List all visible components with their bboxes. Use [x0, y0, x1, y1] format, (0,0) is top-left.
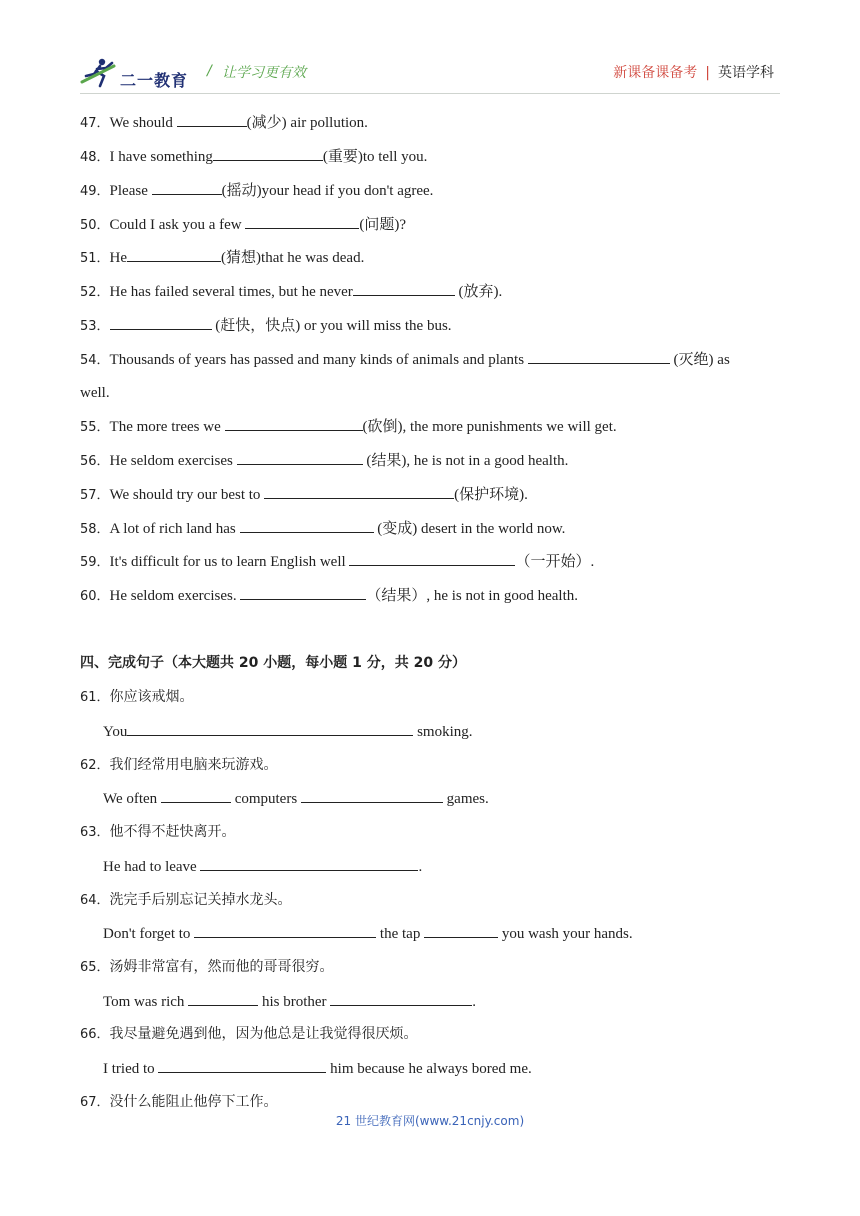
question-number: 59．	[80, 555, 110, 570]
sentence-61-answer	[103, 721, 473, 742]
header-right	[613, 62, 774, 82]
sentence-text: games.	[442, 791, 489, 807]
chinese-prompt: 洗完手后别忘记关掉水龙头。	[109, 892, 292, 908]
question-text: It's difficult for us to learn English well	[109, 554, 350, 570]
answer-blank[interactable]	[528, 349, 670, 364]
sentence-63-answer	[103, 856, 422, 877]
chinese-prompt: 你应该戒烟。	[109, 689, 194, 705]
question-51	[80, 247, 364, 269]
answer-blank[interactable]	[245, 214, 359, 229]
sentence-text: the tap	[376, 926, 425, 942]
sentence-67-prompt	[80, 1092, 278, 1113]
answer-blank[interactable]	[177, 112, 247, 127]
question-58	[80, 518, 565, 540]
sentence-66-prompt	[80, 1024, 418, 1045]
answer-blank[interactable]	[240, 518, 374, 533]
question-text: I have something	[109, 149, 213, 165]
answer-blank[interactable]	[353, 281, 455, 296]
question-54	[80, 349, 730, 371]
answer-blank[interactable]	[225, 416, 363, 431]
sentence-63-prompt	[80, 822, 236, 843]
question-number: 58．	[80, 522, 110, 537]
answer-blank[interactable]	[301, 788, 443, 803]
question-text: Could I ask you a few	[109, 217, 246, 233]
answer-blank[interactable]	[330, 991, 472, 1006]
answer-blank[interactable]	[424, 923, 498, 938]
question-text: He	[109, 250, 128, 266]
answer-blank[interactable]	[127, 721, 413, 736]
sentence-64-answer	[103, 923, 633, 944]
question-number: 52．	[80, 285, 110, 300]
answer-blank[interactable]	[237, 450, 363, 465]
question-number: 56．	[80, 454, 110, 469]
question-text: (砍倒), the more punishments we will get.	[362, 419, 617, 435]
question-text: Thousands of years has passed and many kinds of animals and plants	[109, 352, 528, 368]
question-number: 53．	[80, 319, 110, 334]
chinese-prompt: 他不得不赶快离开。	[109, 824, 236, 840]
question-number: 49．	[80, 184, 110, 199]
logo-text: 二一教育	[120, 71, 189, 90]
sentence-text: his brother	[258, 994, 331, 1010]
answer-blank[interactable]	[127, 247, 221, 262]
question-number: 62．	[80, 758, 110, 773]
question-number: 63．	[80, 825, 110, 840]
answer-blank[interactable]	[349, 551, 515, 566]
slogan: 让学习更有效	[222, 65, 306, 81]
answer-blank[interactable]	[161, 788, 231, 803]
question-59	[80, 551, 594, 573]
question-number: 61．	[80, 690, 110, 705]
question-text: (问题)?	[359, 217, 407, 233]
question-text: He seldom exercises.	[109, 588, 241, 604]
question-54-continued	[80, 383, 110, 403]
question-number: 48．	[80, 150, 110, 165]
question-number: 50．	[80, 218, 110, 233]
section-heading: 四、完成句子（本大题共 20 小题，每小题 1 分，共 20 分）	[80, 655, 466, 671]
question-text: (赶快，快点) or you will miss the bus.	[211, 318, 452, 334]
question-48	[80, 146, 427, 168]
question-text: (猜想)that he was dead.	[221, 250, 365, 266]
question-text: Please	[109, 183, 152, 199]
question-number: 66．	[80, 1027, 110, 1042]
question-text: （结果）, he is not in good health.	[366, 588, 578, 604]
answer-blank[interactable]	[110, 315, 212, 330]
question-text: (灭绝) as	[669, 352, 730, 368]
sentence-61-prompt	[80, 687, 194, 708]
question-number: 47．	[80, 116, 110, 131]
question-text: (保护环境).	[454, 487, 528, 503]
slogan-separator: /	[207, 63, 212, 79]
sentence-text: .	[418, 859, 423, 875]
answer-blank[interactable]	[158, 1058, 326, 1073]
question-text: He seldom exercises	[109, 453, 237, 469]
page-header	[80, 52, 780, 92]
question-text: (重要)to tell you.	[322, 149, 428, 165]
question-57	[80, 484, 528, 506]
sentence-64-prompt	[80, 890, 292, 911]
question-number: 64．	[80, 893, 110, 908]
sentence-text: I tried to	[103, 1061, 159, 1077]
sentence-text: You	[103, 724, 128, 740]
question-text: (结果), he is not in a good health.	[362, 453, 569, 469]
question-55	[80, 416, 617, 438]
sentence-text: you wash your hands.	[498, 926, 633, 942]
question-text: We should try our best to	[109, 487, 265, 503]
answer-blank[interactable]	[194, 923, 376, 938]
logo	[80, 56, 200, 90]
sentence-62-prompt	[80, 755, 278, 776]
sentence-62-answer	[103, 788, 489, 809]
question-53	[80, 315, 452, 337]
sentence-text: He had to leave	[103, 859, 201, 875]
question-number: 65．	[80, 960, 110, 975]
question-47	[80, 112, 368, 134]
subject-label: 英语学科	[718, 65, 774, 81]
sentence-text: .	[472, 994, 477, 1010]
question-text: He has failed several times, but he never	[109, 284, 353, 300]
course-label: 新课备课备考	[613, 65, 698, 81]
sentence-text: Don't forget to	[103, 926, 195, 942]
question-52	[80, 281, 502, 303]
question-50	[80, 214, 406, 236]
sentence-66-answer	[103, 1058, 532, 1079]
question-number: 51．	[80, 251, 110, 266]
sentence-65-answer	[103, 991, 476, 1012]
question-number: 55．	[80, 420, 110, 435]
question-56	[80, 450, 568, 472]
header-separator: |	[705, 65, 710, 81]
question-text: A lot of rich land has	[109, 521, 240, 537]
answer-blank[interactable]	[152, 180, 222, 195]
question-number: 67．	[80, 1095, 110, 1110]
chinese-prompt: 我尽量避免遇到他，因为他总是让我觉得很厌烦。	[109, 1026, 418, 1042]
question-number: 60．	[80, 589, 110, 604]
sentence-65-prompt	[80, 957, 334, 978]
answer-blank[interactable]	[188, 991, 258, 1006]
question-number: 54．	[80, 353, 110, 368]
sentence-text: We often	[103, 791, 161, 807]
question-60	[80, 585, 578, 607]
runner-logo-icon	[80, 56, 120, 90]
answer-blank[interactable]	[200, 856, 418, 871]
question-text: (摇动)your head if you don't agree.	[221, 183, 434, 199]
page-footer: 21 世纪教育网(www.21cnjy.com)	[335, 1114, 525, 1128]
answer-blank[interactable]	[240, 585, 366, 600]
header-divider	[80, 93, 780, 94]
answer-blank[interactable]	[264, 484, 454, 499]
question-text: The more trees we	[109, 419, 225, 435]
chinese-prompt: 没什么能阻止他停下工作。	[109, 1094, 278, 1110]
question-49	[80, 180, 433, 202]
question-text: well.	[80, 385, 110, 401]
chinese-prompt: 我们经常用电脑来玩游戏。	[109, 757, 278, 773]
chinese-prompt: 汤姆非常富有，然而他的哥哥很穷。	[109, 959, 334, 975]
question-text: (变成) desert in the world now.	[373, 521, 566, 537]
question-text: (减少) air pollution.	[246, 115, 368, 131]
sentence-text: computers	[230, 791, 301, 807]
question-text: We should	[109, 115, 177, 131]
answer-blank[interactable]	[213, 146, 323, 161]
sentence-text: him because he always bored me.	[326, 1061, 532, 1077]
sentence-text: Tom was rich	[103, 994, 189, 1010]
question-text: （一开始）.	[515, 554, 595, 570]
question-number: 57．	[80, 488, 110, 503]
sentence-text: smoking.	[413, 724, 473, 740]
question-text: (放弃).	[454, 284, 503, 300]
